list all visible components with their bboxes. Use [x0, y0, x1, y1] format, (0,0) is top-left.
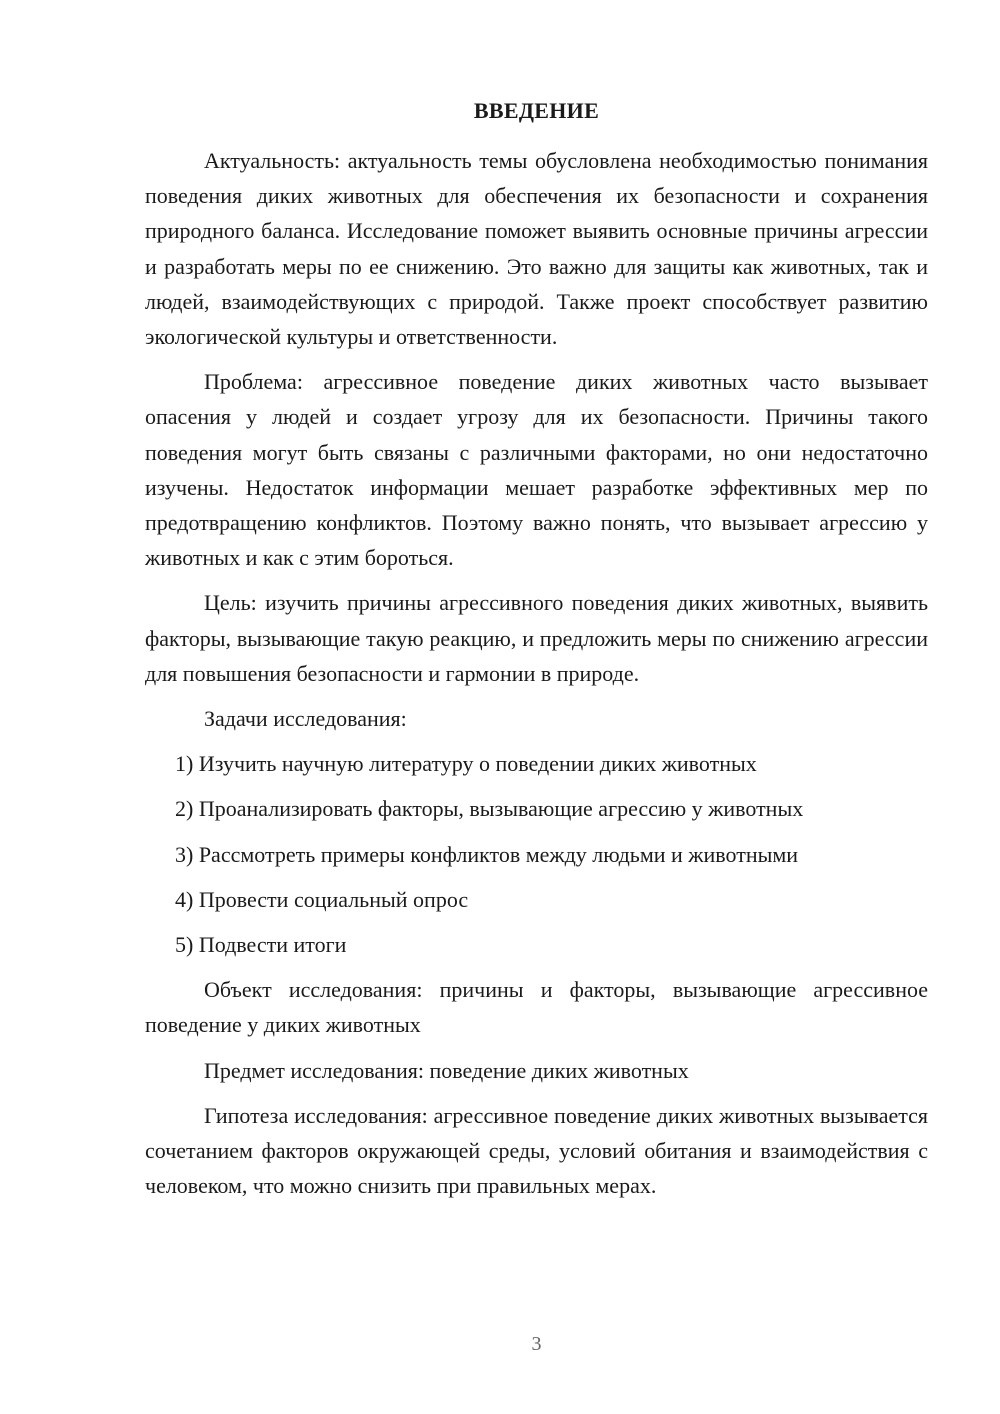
relevance-paragraph: Актуальность: актуальность темы обусловлена необходимостью понимания поведения диких животных для обеспечения их безопасности и сохранения природного баланса. Исследование поможет выявить основные причины агрессии и разработать меры по ее снижению. Это важно для защиты как животных, так и людей, взаимодействующих с природой. Также проект способствует развитию экологической культуры и ответственности. [145, 148, 928, 350]
tasks-list [145, 746, 928, 962]
page-number: 3 [531, 1333, 542, 1355]
hypothesis-paragraph: Гипотеза исследования: агрессивное поведение диких животных вызывается сочетанием факторов окружающей среды, условий обитания и взаимодействия с человеком, что можно снизить при правильных мерах. [145, 1102, 928, 1199]
task-item: 2) Проанализировать факторы, вызывающие агрессию у животных [175, 796, 804, 822]
problem-paragraph: Проблема: агрессивное поведение диких животных часто вызывает опасения у людей и создает угрозу для их безопасности. Причины такого поведения могут быть связаны с различными факторами, но они недостаточно изучены. Недостаток информации мешает разработке эффективных мер по предотвращению конфликтов. Поэтому важно понять, что вызывает агрессию у животных и как с этим бороться. [145, 369, 928, 571]
task-item: 3) Рассмотреть примеры конфликтов между людьми и животными [175, 841, 799, 867]
page-title: ВВЕДЕНИЕ [473, 98, 600, 123]
task-item: 4) Провести социальный опрос [175, 886, 469, 912]
tasks-heading: Задачи исследования: [204, 706, 407, 732]
goal-paragraph: Цель: изучить причины агрессивного поведения диких животных, выявить факторы, вызывающие такую реакцию, и предложить меры по снижению агрессии для повышения безопасности и гармонии в природе. [145, 590, 928, 686]
task-item: 1) Изучить научную литературу о поведении диких животных [175, 751, 757, 777]
object-paragraph: Объект исследования: причины и факторы, вызывающие агрессивное поведение у диких животных [145, 977, 928, 1038]
task-item: 5) Подвести итоги [175, 932, 347, 958]
subject-paragraph: Предмет исследования: поведение диких животных [204, 1057, 689, 1083]
document-body [145, 143, 928, 1213]
